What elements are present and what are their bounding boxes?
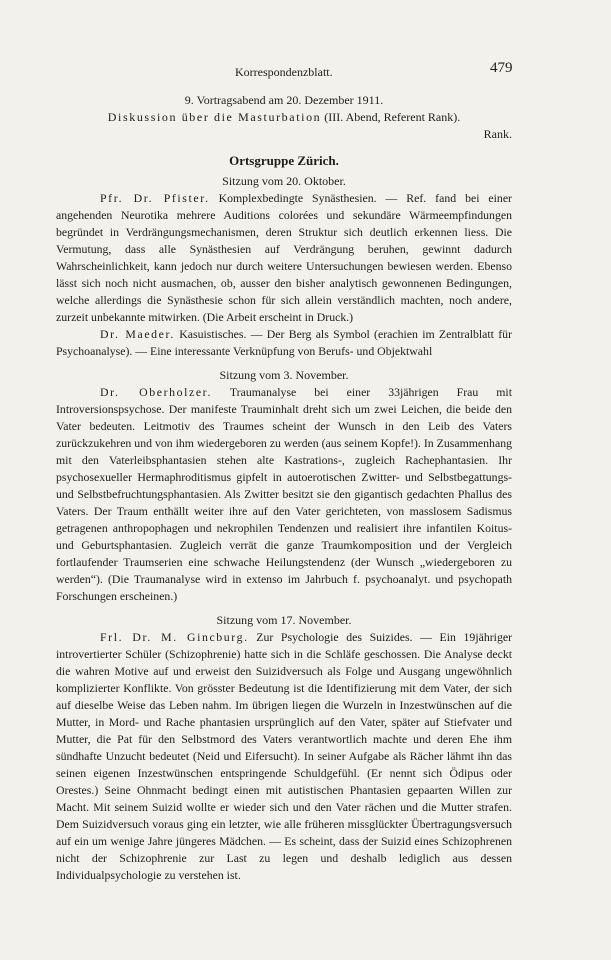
vienna-session-title: 9. Vortragsabend am 20. Dezember 1911. bbox=[184, 93, 384, 107]
vienna-signature: Rank. bbox=[483, 127, 512, 141]
speaker-name: Pfr. Dr. Pfister. bbox=[100, 191, 210, 205]
report-paragraph bbox=[56, 629, 512, 884]
page-number: 479 bbox=[490, 60, 513, 76]
discussion-spaced-text: Diskussion über die Masturbation bbox=[107, 110, 322, 124]
running-head: Korrespondenzblatt. bbox=[235, 65, 333, 79]
report-text: Komplexbedingte Synästhesien. — Ref. fand bei einer angehenden Neurotika mehrere Auditions colorées und sekundäre Wärmeempfindungen begründet in Verdrängungsmechanismen, deren Struktur sich deutlich erkennen liess. Die Vermutung, dass alle Synästhesien auf Verdrängung beruhen, gewinnt dadurch Wahrscheinlichkeit, kann jedoch nur durch weitere Untersuchungen bewiesen werden. Ebenso lässt sich noch nicht ausmachen, ob, ausser den bisher analytisch gewonnenen Bedingungen, welche allerdings die Synästhesie schon für sich allein verständlich machten, noch andere, zurzeit unbekannte mitwirken. (Die Arbeit erscheint in Druck.) bbox=[56, 191, 512, 324]
report-text: Traumanalyse bei einer 33jährigen Frau mit Introversionspsychose. Der manifeste Trauminhalt dreht sich um zwei Leichen, die beide den Vater bedeuten. Leitmotiv des Traumes scheint der Wunsch in den Leib des Vaters zurückzukehren und von ihm wiedergeboren zu werden (aus seinem Kopfe!). In Zusammenhang mit den Vaterleibsphantasien stehen alte Kastrations-, zugleich Rachephantasien. Ihr psychosexueller Hermaphroditismus gipfelt in autoerotischen Zwitter- und Selbstbegattungs- und Selbstbefruchtungsphantasien. Als Zwitter besitzt sie den gigantisch gedachten Phallus des Vaters. Der Traum enthällt weiter ihre auf den Vater gerichteten, von masslosem Sadismus getragenen anthropophagen und nekrophilen Tendenzen und realisiert ihre infantilen Koitus- und Geburtsphantasien. Zugleich verrät die ganze Traumkomposition und der Vergleich fortlaufender Traumserien eine schwache Heilungstendenz (der Wunsch „wiedergeboren zu werden“). (Die Traumanalyse wird in extenso im Jahrbuch f. psychoanalyt. und psychopath Forschungen erscheinen.) bbox=[56, 385, 512, 603]
report-text: Kasuistisches. — Der Berg als Symbol (erachien im Zentralblatt für Psychoanalyse). — Eine interessante Verknüpfung von Berufs- und Objektwahl bbox=[56, 327, 512, 358]
report-text: Zur Psychologie des Suizides. — Ein 19jähriger introvertierter Schüler (Schizophrenie) hatte sich in die Schläfe geschossen. Die Analyse deckt die wahren Motive auf und erweist den Suizidversuch als Folge und Ausgang ungewöhnlich komplizierter Konflikte. Von grösster Bedeutung ist die Identifizierung mit dem Vater, der sich auf dieselbe Weise das Leben nahm. Im übrigen liegen die Wurzeln in Inzestwünschen auf die Mutter, in Mord- und Rache phantasien ursprünglich auf den Vater, später auf Stiefvater und Mutter, die Pat für den Selbstmord des Vaters verantwortlich machte und deren Ehe ihm sündhafte Unzucht bedeutet (Neid und Eifersucht). In seiner Aufgabe als Rächer lähmt ihn das seinen eigenen Inzestwünschen entspringende Schuldgefühl. (Er nennt sich Ödipus oder Orestes.) Seine Ohnmacht bedingt einen mit autistischen Phantasien gepaarten Willen zur Macht. Mit seinem Suizid wollte er wieder sich und den Vater rächen und die Mutter strafen. Dem Suizidversuch voraus ging ein letzter, wie alle früheren missglückter Übertragungsversuch auf ein um wenige Jahre jüngeres Mädchen. — Es scheint, dass der Suizid eines Schizophrenen nicht der Schizophrenie zur Last zu legen und deshalb lediglich aus dessen Individualpsychologie zu verstehen ist. bbox=[56, 630, 513, 882]
discussion-rest-text: (III. Abend, Referent Rank). bbox=[321, 110, 461, 124]
vienna-discussion bbox=[56, 109, 512, 126]
report-paragraph bbox=[56, 384, 512, 605]
speaker-name: Dr. Maeder. bbox=[100, 327, 175, 341]
page-content bbox=[56, 92, 512, 884]
speaker-name: Frl. Dr. M. Gincburg. bbox=[100, 630, 249, 644]
session-title: Sitzung vom 17. November. bbox=[216, 613, 352, 627]
session-title: Sitzung vom 20. Oktober. bbox=[222, 174, 346, 188]
group-title: Ortsgruppe Zürich. bbox=[229, 153, 339, 168]
session-title: Sitzung vom 3. November. bbox=[219, 368, 349, 382]
report-paragraph bbox=[56, 326, 512, 360]
report-paragraph bbox=[56, 190, 512, 326]
speaker-name: Dr. Oberholzer. bbox=[100, 385, 213, 399]
page-header bbox=[0, 60, 611, 82]
